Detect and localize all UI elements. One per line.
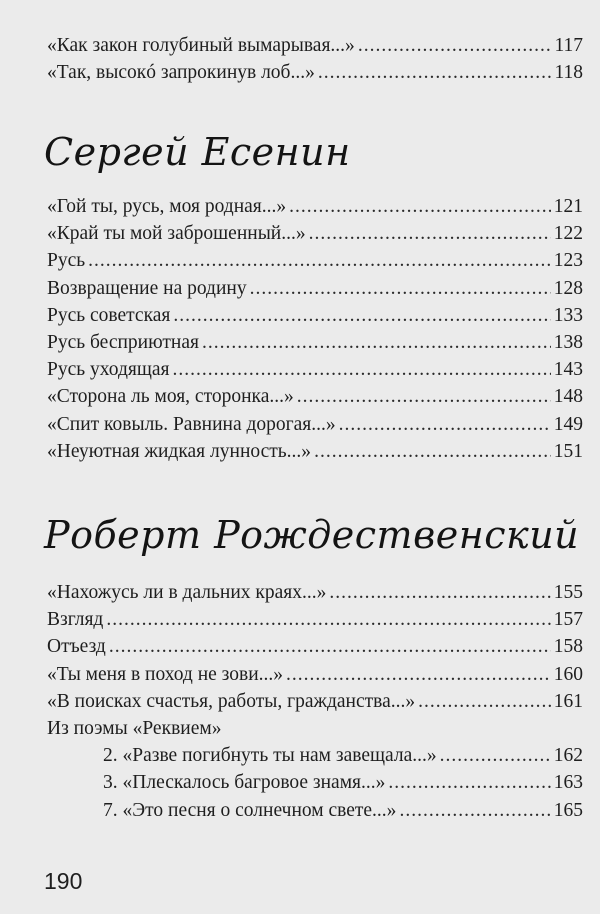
toc-entry [47, 661, 583, 688]
entry-page: 160 [553, 663, 583, 685]
leader-dots [88, 247, 551, 274]
entry-page: 162 [553, 745, 583, 767]
leader-dots [314, 438, 551, 465]
toc-entry [47, 606, 583, 633]
toc-entry [47, 688, 583, 715]
leader-dots [399, 797, 550, 824]
leader-dots [202, 329, 551, 356]
leader-dots [173, 302, 550, 329]
leader-dots [106, 606, 550, 633]
entry-title: Русь уходящая [47, 359, 170, 381]
toc-entry [47, 411, 583, 438]
leader-dots [173, 356, 551, 383]
author-heading-rozhdestvensky: Роберт Рождественский [44, 513, 580, 557]
toc-sub-entry [47, 769, 583, 796]
toc-entry [47, 275, 583, 302]
toc-esenin-group [47, 193, 583, 465]
entry-title: 2. «Разве погибнуть ты нам завещала...» [103, 745, 437, 767]
entry-page: 149 [553, 413, 583, 435]
entry-title: «Неуютная жидкая лунность...» [47, 440, 312, 462]
entry-title: 7. «Это песня о солнечном свете...» [103, 799, 397, 821]
entry-page: 151 [553, 440, 583, 462]
entry-page: 148 [553, 386, 583, 408]
entry-title: «Так, высокó запрокинув лоб...» [47, 62, 315, 84]
entry-page: 122 [553, 223, 583, 245]
toc-entry [47, 32, 583, 59]
toc-entry [47, 59, 583, 86]
entry-title: Русь [47, 250, 86, 272]
entry-title: «Нахожусь ли в дальних краях...» [47, 582, 327, 603]
entry-title: «Гой ты, русь, моя родная...» [47, 196, 287, 217]
toc-top-group [47, 32, 583, 86]
entry-page: 143 [553, 359, 583, 381]
toc-entry [47, 438, 583, 465]
toc-entry [47, 193, 583, 220]
toc-entry [47, 579, 583, 606]
entry-page: 163 [553, 772, 583, 794]
leader-dots [309, 220, 551, 247]
toc-sub-entry [47, 797, 583, 824]
leader-dots [109, 633, 551, 660]
leader-dots [418, 688, 551, 715]
leader-dots [388, 769, 550, 796]
toc-entry [47, 220, 583, 247]
entry-page: 165 [553, 799, 583, 821]
entry-page: 128 [553, 277, 583, 299]
entry-title: «В поисках счастья, работы, гражданства...» [47, 690, 416, 712]
entry-title: «Ты меня в поход не зови...» [47, 663, 284, 685]
entry-title: «Как закон голубиный вымарывая...» [47, 35, 355, 56]
entry-page: 121 [553, 196, 583, 217]
toc-sub-entry [47, 742, 583, 769]
leader-dots [329, 579, 550, 606]
toc-entry [47, 356, 583, 383]
toc-entry [47, 247, 583, 274]
entry-page: 123 [553, 250, 583, 272]
entry-title: «Сторона ль моя, сторонка...» [47, 386, 294, 408]
leader-dots [250, 275, 551, 302]
toc-entry [47, 633, 583, 660]
entry-page: 155 [553, 582, 583, 603]
leader-dots [318, 59, 552, 86]
entry-page: 117 [554, 35, 583, 56]
leader-dots [440, 742, 551, 769]
entry-title: 3. «Плескалось багровое знамя...» [103, 772, 386, 794]
entry-title: Взгляд [47, 609, 104, 631]
page-number: 190 [44, 868, 83, 894]
entry-page: 138 [553, 331, 583, 353]
toc-entry [47, 302, 583, 329]
entry-title: Отъезд [47, 636, 106, 658]
entry-page: 118 [554, 62, 583, 84]
author-heading-esenin: Сергей Есенин [44, 130, 351, 174]
entry-title: Русь бесприютная [47, 331, 199, 353]
leader-dots [297, 383, 551, 410]
leader-dots [289, 193, 551, 220]
leader-dots [339, 411, 551, 438]
entry-page: 133 [553, 304, 583, 326]
group-heading-text: Из поэмы «Реквием» [47, 717, 222, 739]
toc-group-heading [47, 715, 583, 742]
entry-title: «Край ты мой заброшенный...» [47, 223, 306, 245]
entry-page: 158 [553, 636, 583, 658]
toc-rozhdestvensky-group [47, 579, 583, 824]
leader-dots [358, 32, 552, 59]
entry-page: 157 [553, 609, 583, 631]
leader-dots [286, 661, 551, 688]
toc-entry [47, 383, 583, 410]
toc-entry [47, 329, 583, 356]
entry-title: Возвращение на родину [47, 277, 247, 299]
entry-page: 161 [553, 690, 583, 712]
entry-title: Русь советская [47, 304, 171, 326]
entry-title: «Спит ковыль. Равнина дорогая...» [47, 413, 336, 435]
